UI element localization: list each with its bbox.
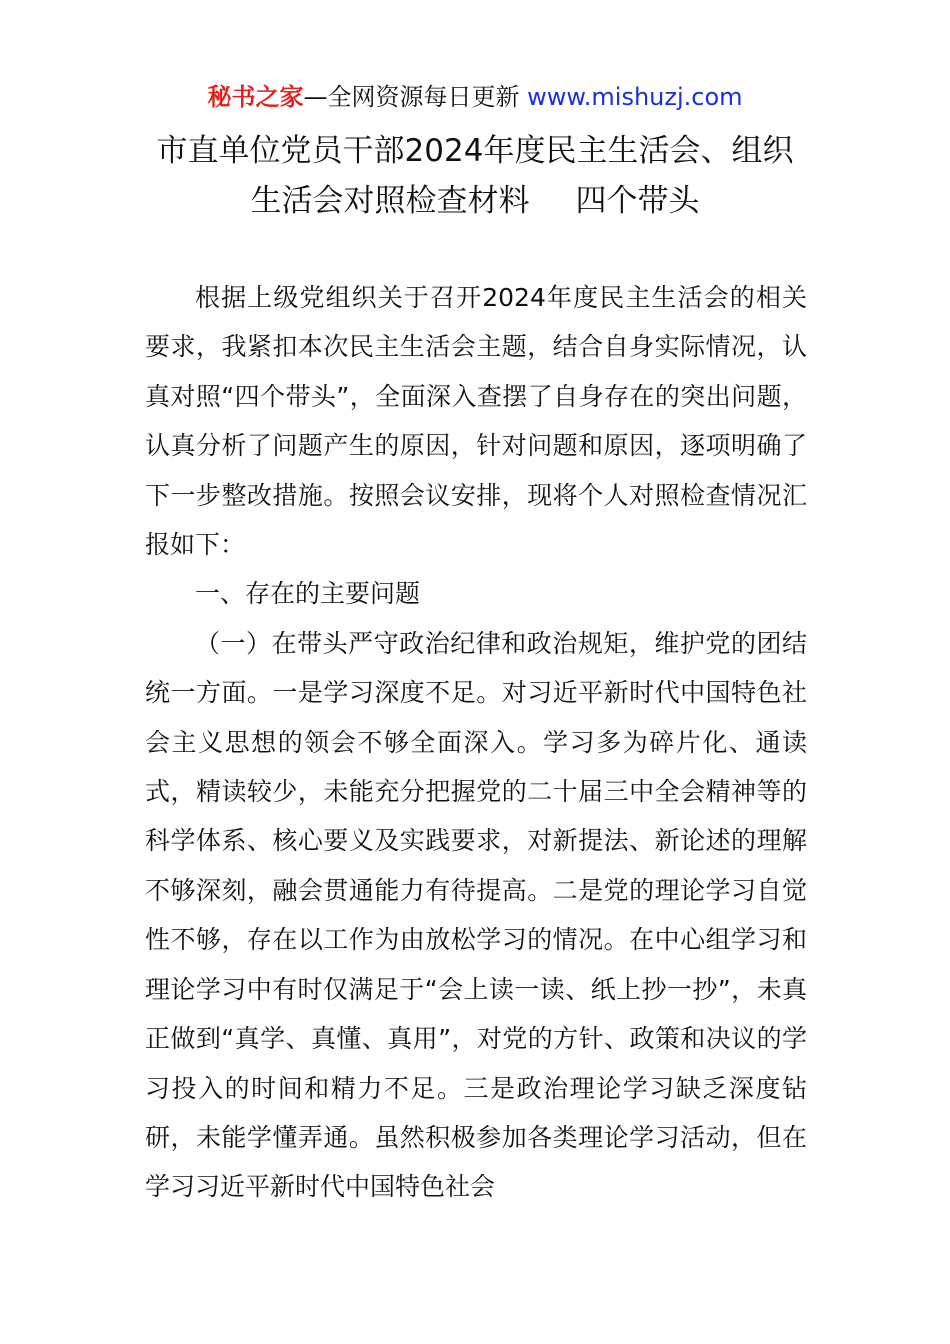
section-heading: 一、存在的主要问题	[195, 579, 421, 609]
document-body	[145, 273, 807, 1212]
intro-paragraph: 根据上级党组织关于召开2024年度民主生活会的相关要求，我紧扣本次民主生活会主题，结合自身实际情况，认真对照“四个带头”，全面深入查摆了自身存在的突出问题，认真分析了问题产生的原因，针对问题和原因，逐项明确了下一步整改措施。按照会议安排，现将个人对照检查情况汇报如下：	[145, 283, 807, 560]
title-line-1: 市直单位党员干部2024年度民主生活会、组织	[156, 133, 794, 169]
site-url[interactable]: www.mishuzj.com	[527, 83, 743, 111]
title-line-2-subtitle: 四个带头	[575, 183, 700, 219]
document-title	[60, 126, 890, 226]
site-header	[0, 80, 950, 114]
title-line-2-main: 生活会对照检查材料	[250, 183, 530, 219]
title-line-2	[60, 176, 890, 226]
header-tagline: —全网资源每日更新	[303, 83, 528, 111]
section-paragraph: （一）在带头严守政治纪律和政治规矩，维护党的团结统一方面。一是学习深度不足。对习近平新时代中国特色社会主义思想的领会不够全面深入。学习多为碎片化、通读式，精读较少，未能充分把握党的二十届三中全会精神等的科学体系、核心要义及实践要求，对新提法、新论述的理解不够深刻，融会贯通能力有待提高。二是党的理论学习自觉性不够，存在以工作为由放松学习的情况。在中心组学习和理论学习中有时仅满足于“会上读一读、纸上抄一抄”，未真正做到“真学、真懂、真用”，对党的方针、政策和决议的学习投入的时间和精力不足。三是政治理论学习缺乏深度钻研，未能学懂弄通。虽然积极参加各类理论学习活动，但在学习习近平新时代中国特色社会	[145, 628, 807, 1202]
brand-name: 秘书之家	[207, 83, 304, 111]
